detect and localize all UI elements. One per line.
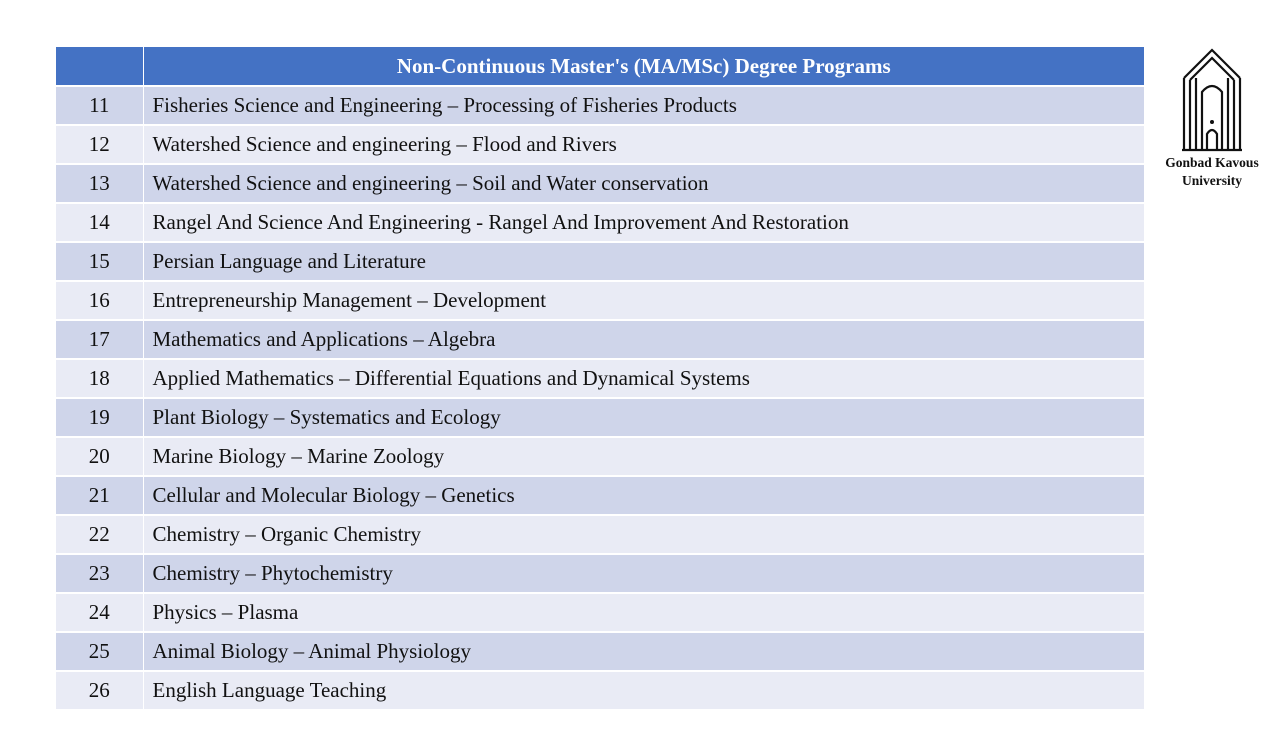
table-row — [56, 86, 1144, 125]
table-header-row — [56, 47, 1144, 86]
table-row — [56, 203, 1144, 242]
program-name: Marine Biology – Marine Zoology — [143, 437, 1144, 476]
program-name: Chemistry – Phytochemistry — [143, 554, 1144, 593]
program-name: Watershed Science and engineering – Soil and Water conservation — [143, 164, 1144, 203]
table-row — [56, 320, 1144, 359]
program-name: Fisheries Science and Engineering – Processing of Fisheries Products — [143, 86, 1144, 125]
program-number: 13 — [56, 164, 143, 203]
program-number: 23 — [56, 554, 143, 593]
gonbad-tower-icon — [1182, 48, 1242, 152]
table-row — [56, 125, 1144, 164]
program-number: 16 — [56, 281, 143, 320]
program-number: 21 — [56, 476, 143, 515]
program-name: Entrepreneurship Management – Development — [143, 281, 1144, 320]
program-name: English Language Teaching — [143, 671, 1144, 710]
programs-table — [56, 47, 1144, 711]
table-title: Non-Continuous Master's (MA/MSc) Degree Programs — [143, 47, 1144, 86]
program-name: Chemistry – Organic Chemistry — [143, 515, 1144, 554]
logo-line-1: Gonbad Kavous — [1165, 155, 1259, 170]
table-row — [56, 593, 1144, 632]
program-number: 26 — [56, 671, 143, 710]
program-number: 19 — [56, 398, 143, 437]
program-number: 24 — [56, 593, 143, 632]
table-row — [56, 476, 1144, 515]
table-row — [56, 164, 1144, 203]
program-number: 22 — [56, 515, 143, 554]
program-number: 17 — [56, 320, 143, 359]
table-row — [56, 515, 1144, 554]
program-name: Mathematics and Applications – Algebra — [143, 320, 1144, 359]
program-name: Rangel And Science And Engineering - Rangel And Improvement And Restoration — [143, 203, 1144, 242]
header-number-cell — [56, 47, 143, 86]
program-number: 25 — [56, 632, 143, 671]
program-number: 15 — [56, 242, 143, 281]
program-number: 18 — [56, 359, 143, 398]
program-name: Persian Language and Literature — [143, 242, 1144, 281]
table-row — [56, 242, 1144, 281]
table-row — [56, 554, 1144, 593]
table-row — [56, 398, 1144, 437]
program-name: Applied Mathematics – Differential Equations and Dynamical Systems — [143, 359, 1144, 398]
table-body — [56, 86, 1144, 710]
program-name: Plant Biology – Systematics and Ecology — [143, 398, 1144, 437]
program-number: 12 — [56, 125, 143, 164]
table-row — [56, 632, 1144, 671]
table-row — [56, 671, 1144, 710]
program-number: 20 — [56, 437, 143, 476]
program-name: Cellular and Molecular Biology – Genetics — [143, 476, 1144, 515]
program-number: 14 — [56, 203, 143, 242]
program-name: Animal Biology – Animal Physiology — [143, 632, 1144, 671]
logo-text — [1150, 154, 1274, 190]
logo-line-2: University — [1182, 173, 1242, 188]
university-logo — [1150, 48, 1274, 190]
program-name: Watershed Science and engineering – Flood and Rivers — [143, 125, 1144, 164]
program-number: 11 — [56, 86, 143, 125]
table-row — [56, 359, 1144, 398]
table-row — [56, 281, 1144, 320]
program-name: Physics – Plasma — [143, 593, 1144, 632]
table-row — [56, 437, 1144, 476]
